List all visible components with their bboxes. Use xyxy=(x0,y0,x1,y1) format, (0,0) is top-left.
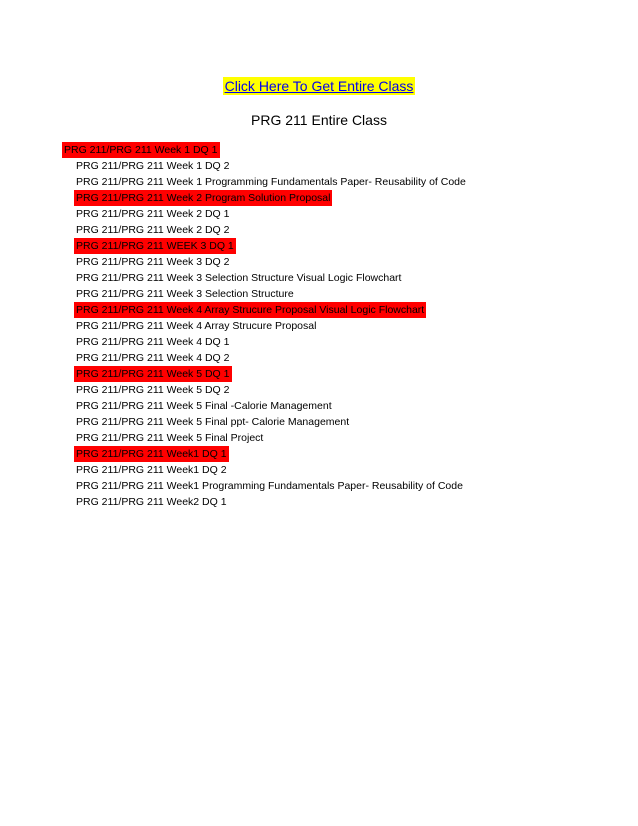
item-label: PRG 211/PRG 211 Week 2 DQ 2 xyxy=(76,224,230,236)
item-label: PRG 211/PRG 211 Week 3 Selection Structure xyxy=(76,288,294,300)
item-label: PRG 211/PRG 211 Week 1 DQ 2 xyxy=(76,160,230,172)
course-item-list xyxy=(64,142,596,510)
list-item xyxy=(76,270,596,286)
highlighted-item-label: PRG 211/PRG 211 Week 1 DQ 1 xyxy=(64,144,218,156)
item-label: PRG 211/PRG 211 Week 4 Array Strucure Proposal xyxy=(76,320,317,332)
list-item xyxy=(64,142,596,158)
list-item xyxy=(76,190,596,206)
list-item xyxy=(76,494,596,510)
class-link-container xyxy=(0,77,638,96)
list-item xyxy=(76,414,596,430)
list-item xyxy=(76,254,596,270)
highlighted-item-label: PRG 211/PRG 211 Week 2 Program Solution Proposal xyxy=(76,192,331,204)
item-label: PRG 211/PRG 211 Week 4 DQ 2 xyxy=(76,352,230,364)
list-item xyxy=(76,350,596,366)
item-label: PRG 211/PRG 211 Week 3 DQ 2 xyxy=(76,256,230,268)
list-item xyxy=(76,222,596,238)
page-title: PRG 211 Entire Class xyxy=(251,112,387,128)
list-item xyxy=(76,446,596,462)
list-item xyxy=(76,382,596,398)
highlighted-item-label: PRG 211/PRG 211 Week 4 Array Strucure Proposal Visual Logic Flowchart xyxy=(76,304,425,316)
item-label: PRG 211/PRG 211 Week 2 DQ 1 xyxy=(76,208,230,220)
item-label: PRG 211/PRG 211 Week2 DQ 1 xyxy=(76,496,227,508)
list-item xyxy=(76,462,596,478)
list-item xyxy=(76,334,596,350)
list-item xyxy=(76,478,596,494)
list-item xyxy=(76,366,596,382)
item-label: PRG 211/PRG 211 Week 4 DQ 1 xyxy=(76,336,230,348)
item-label: PRG 211/PRG 211 Week 1 Programming Fundamentals Paper- Reusability of Code xyxy=(76,176,466,188)
list-item xyxy=(76,286,596,302)
item-label: PRG 211/PRG 211 Week 5 Final ppt- Calorie Management xyxy=(76,416,350,428)
highlighted-item-label: PRG 211/PRG 211 Week1 DQ 1 xyxy=(76,448,227,460)
item-label: PRG 211/PRG 211 Week 3 Selection Structure Visual Logic Flowchart xyxy=(76,272,402,284)
list-item xyxy=(76,430,596,446)
list-item xyxy=(76,174,596,190)
get-entire-class-link[interactable]: Click Here To Get Entire Class xyxy=(224,78,414,94)
item-label: PRG 211/PRG 211 Week 5 Final -Calorie Management xyxy=(76,400,332,412)
item-label: PRG 211/PRG 211 Week 5 DQ 2 xyxy=(76,384,230,396)
item-label: PRG 211/PRG 211 Week 5 Final Project xyxy=(76,432,264,444)
list-item xyxy=(76,206,596,222)
list-item xyxy=(76,158,596,174)
item-label: PRG 211/PRG 211 Week1 Programming Fundamentals Paper- Reusability of Code xyxy=(76,480,463,492)
list-item xyxy=(76,238,596,254)
highlighted-item-label: PRG 211/PRG 211 Week 5 DQ 1 xyxy=(76,368,230,380)
list-item xyxy=(76,398,596,414)
list-item xyxy=(76,318,596,334)
highlighted-item-label: PRG 211/PRG 211 WEEK 3 DQ 1 xyxy=(76,240,234,252)
list-item xyxy=(76,302,596,318)
item-label: PRG 211/PRG 211 Week1 DQ 2 xyxy=(76,464,227,476)
